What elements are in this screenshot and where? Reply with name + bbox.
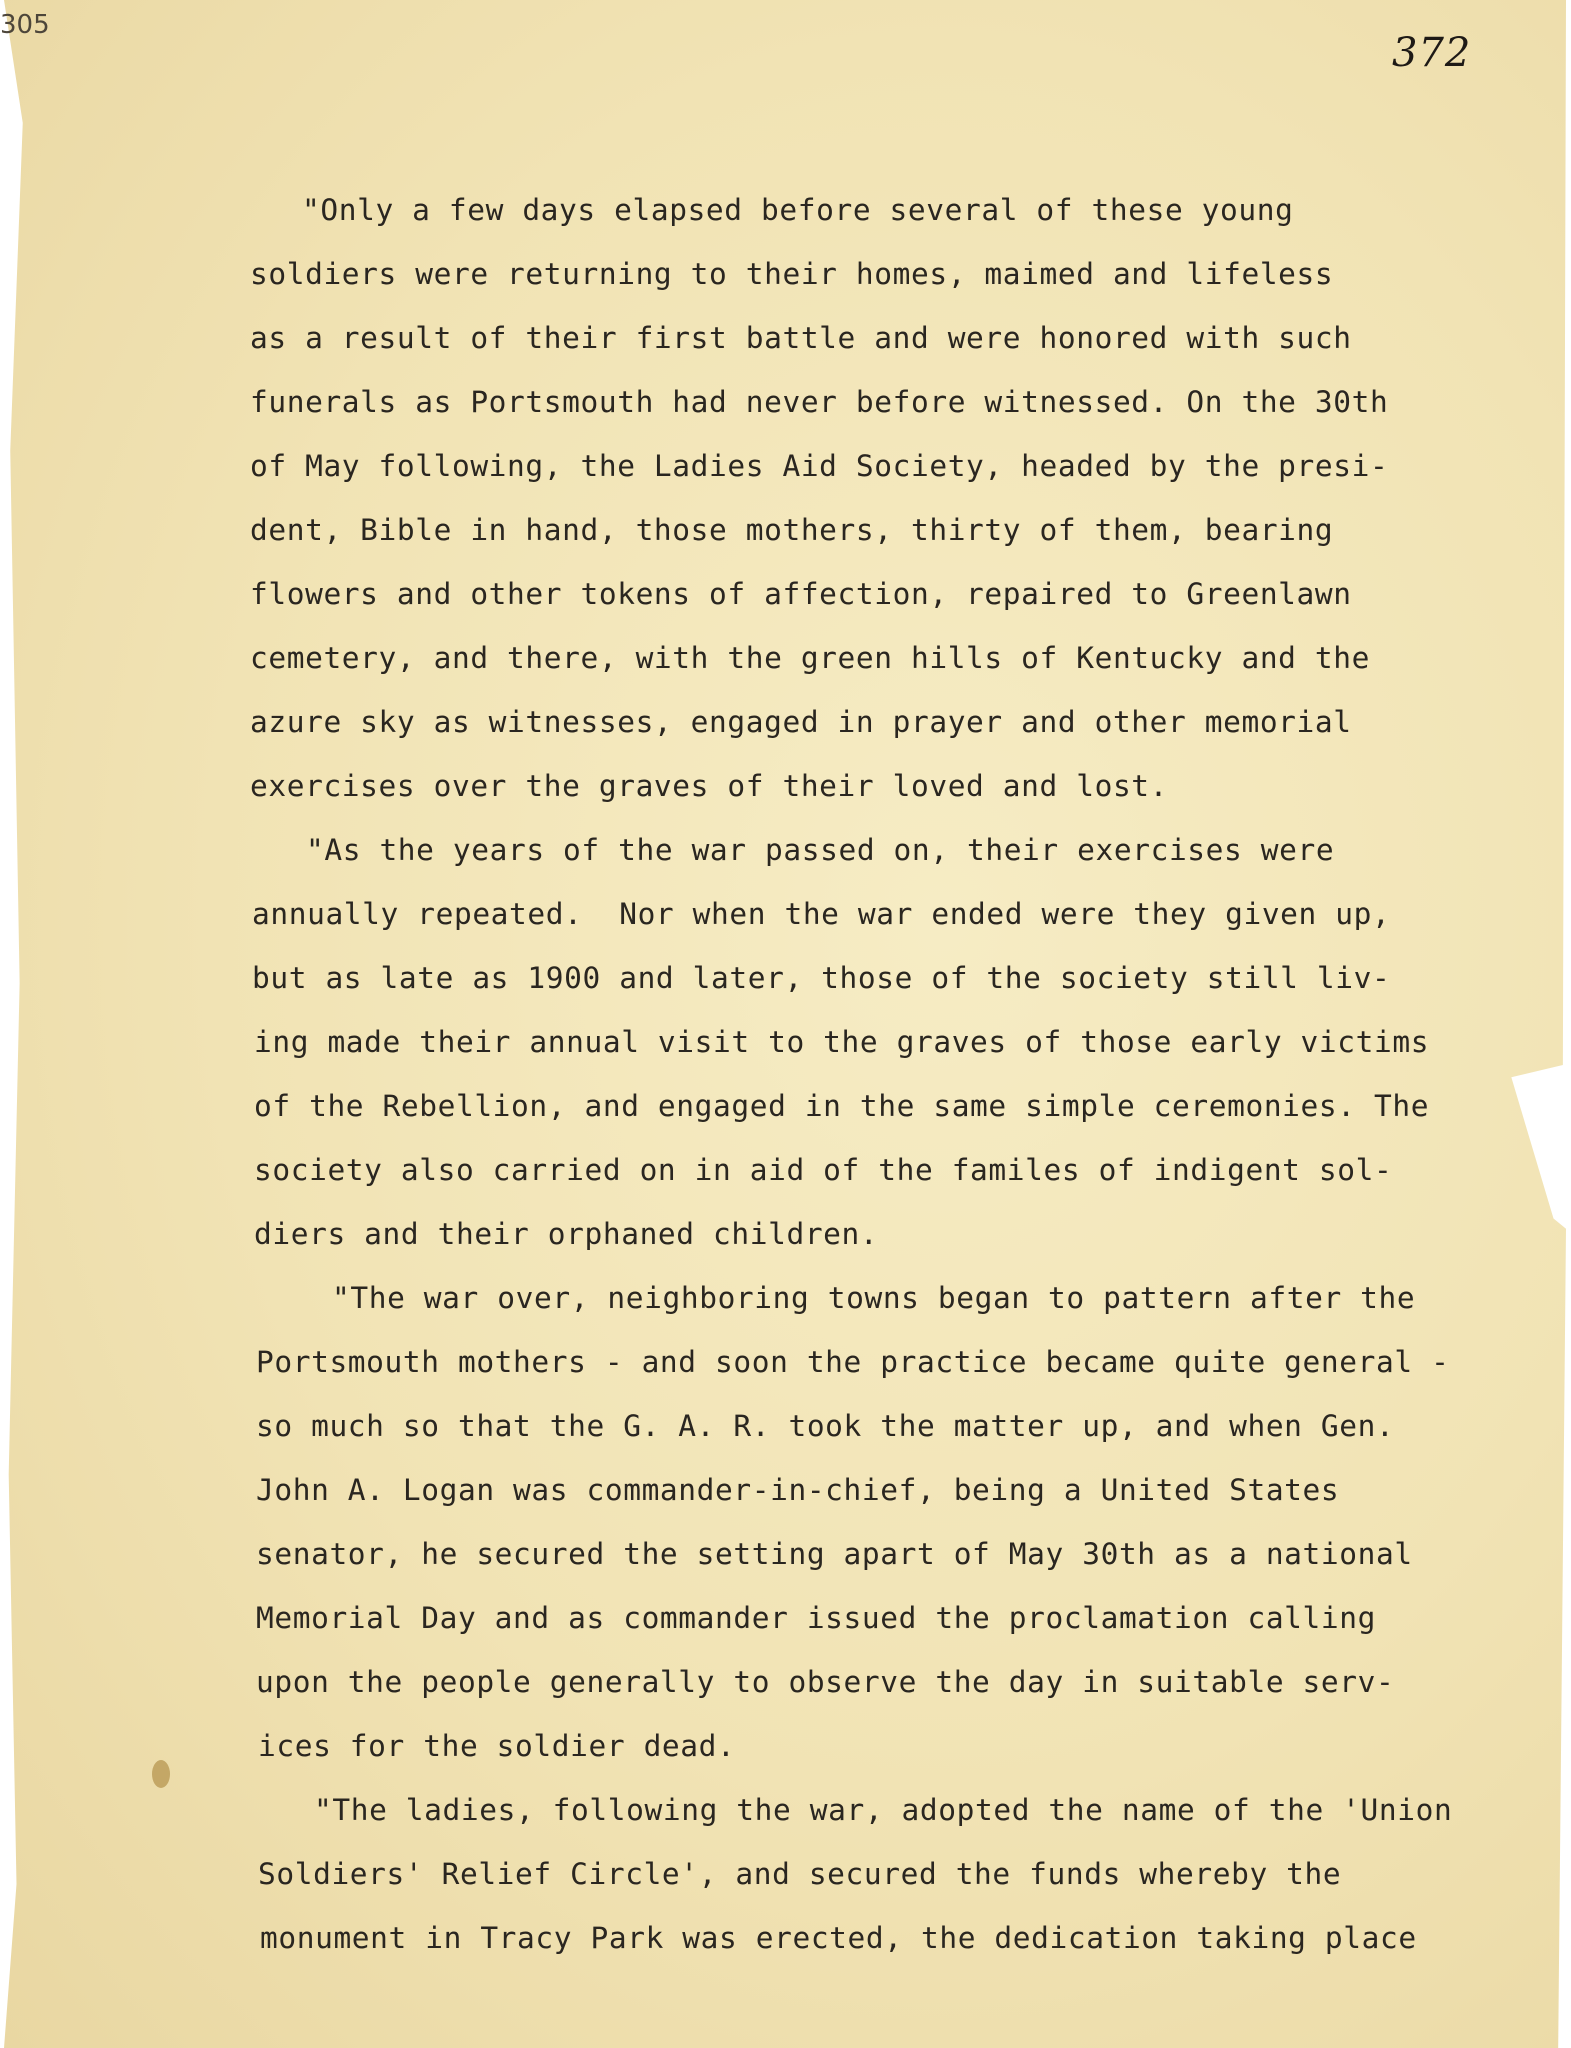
text-line: society also carried on in aid of the familes of indigent sol- xyxy=(254,1153,1393,1187)
text-line: "Only a few days elapsed before several of these young xyxy=(302,193,1294,227)
text-line: as a result of their first battle and were honored with such xyxy=(250,321,1352,355)
text-line: exercises over the graves of their loved and lost. xyxy=(250,769,1169,803)
text-line: Portsmouth mothers - and soon the practice became quite general - xyxy=(256,1345,1450,1379)
folio-number: 305 xyxy=(0,10,50,40)
text-line: Memorial Day and as commander issued the proclamation calling xyxy=(256,1601,1376,1635)
text-line: azure sky as witnesses, engaged in prayer and other memorial xyxy=(250,705,1352,739)
text-line: ing made their annual visit to the graves of those early victims xyxy=(254,1025,1430,1059)
text-line: "As the years of the war passed on, their exercises were xyxy=(306,833,1335,867)
text-line: annually repeated. Nor when the war ended were they given up, xyxy=(252,897,1391,931)
text-line: dent, Bible in hand, those mothers, thirty of them, bearing xyxy=(250,513,1334,547)
text-line: Soldiers' Relief Circle', and secured the funds whereby the xyxy=(258,1857,1342,1891)
text-line: soldiers were returning to their homes, maimed and lifeless xyxy=(250,257,1334,291)
text-line: funerals as Portsmouth had never before witnessed. On the 30th xyxy=(250,385,1389,419)
text-line: cemetery, and there, with the green hills of Kentucky and the xyxy=(250,641,1370,675)
text-line: of the Rebellion, and engaged in the same simple ceremonies. The xyxy=(254,1089,1430,1123)
text-line: monument in Tracy Park was erected, the dedication taking place xyxy=(260,1921,1417,1955)
text-line: senator, he secured the setting apart of May 30th as a national xyxy=(256,1537,1413,1571)
text-line: "The war over, neighboring towns began to pattern after the xyxy=(332,1281,1416,1315)
text-line: diers and their orphaned children. xyxy=(254,1217,879,1251)
text-line: "The ladies, following the war, adopted the name of the 'Union xyxy=(314,1793,1453,1827)
text-line: ices for the soldier dead. xyxy=(258,1729,736,1763)
paper-stain xyxy=(152,1760,170,1788)
text-line: John A. Logan was commander-in-chief, being a United States xyxy=(256,1473,1340,1507)
text-line: flowers and other tokens of affection, repaired to Greenlawn xyxy=(250,577,1352,611)
text-line: upon the people generally to observe the day in suitable serv- xyxy=(256,1665,1395,1699)
text-line: so much so that the G. A. R. took the matter up, and when Gen. xyxy=(256,1409,1395,1443)
text-line: but as late as 1900 and later, those of the society still liv- xyxy=(252,961,1391,995)
text-line: of May following, the Ladies Aid Society, headed by the presi- xyxy=(250,449,1389,483)
handwritten-page-number: 372 xyxy=(1392,30,1472,76)
